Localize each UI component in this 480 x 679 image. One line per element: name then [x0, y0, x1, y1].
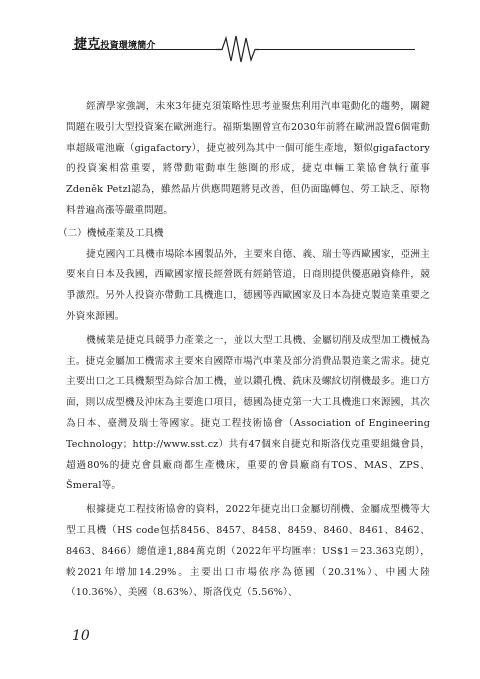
paragraph-machine-tool-market: 捷克國內工具機市場除本國製品外，主要來自德、義、瑞士等西歐國家，亞洲主要來自日本及我國，西歐國家擅長經營既有經銷管道，日商則提供優惠融資條件，競爭激烈。另外人投資亦帶動工具機進口，德國等西歐國家及日本為捷克製造業重要之外資來源國。: [66, 248, 430, 322]
body-text: [58, 97, 430, 604]
header-rule-waveform: [0, 0, 480, 70]
header-title-sub: 投資環境簡介: [100, 41, 156, 51]
page-number: 10: [72, 628, 90, 644]
paragraph-ev-trend: 經濟學家強調，未來3年捷克須策略性思考並聚焦利用汽車電動化的趨勢，關鍵問題在吸引大型投資案在歐洲進行。福斯集團曾宣布2030年前將在歐洲設置6個電動車超級電池廠（gigafactory），捷克被列為其中一個可能生產地，類似gigafactory的投資案相當重要，將帶動電動車生態圈的形成，捷克車輛工業協會執行董事Zdeněk Petzl認為，雖然晶片供應問題將見改善，但仍面臨轉包、勞工缺乏、原物料普遍高漲等嚴重問題。: [66, 101, 430, 216]
header-title-main: 捷克: [74, 37, 101, 52]
section-heading: （二）機械產業及工具機: [58, 227, 164, 239]
header-title: [74, 33, 156, 52]
paragraph-machinery-industry: 機械業是捷克具競爭力產業之一，並以大型工具機、金屬切削及成型加工機械為主。捷克金屬加工機需求主要來自國際市場汽車業及部分消費品製造業之需求。捷克主要出口之工具機類型為綜合加工機，並以鑽孔機、銑床及螺紋切削機最多。進口方面，則以成型機及沖床為主要進口項目，德國為捷克第一大工具機進口來源國，其次為日本、臺灣及瑞士等國家。捷克工程技術協會（Association of Engineering Technology；http://www.sst.cz）共有47個來自捷克和斯洛伐克重要組織會員，超過80%的捷克會員廠商都生產機床，重要的會員廠商有TOS、MAS、ZPS、Šmeral等。: [66, 334, 430, 492]
paragraph-export-statistics: 根據捷克工程技術協會的資料，2022年捷克出口金屬切削機、金屬成型機等大型工具機（HS code包括8456、8457、8458、8459、8460、8461、8462、8463、8466）總值達1,884萬克朗（2022年平均匯率：US$1＝23.363克朗），較2021年增加14.29%。主要出口市場依序為德國（20.31%）、中國大陸（10.36%）、美國（8.63%）、斯洛伐克（5.56%）、: [66, 504, 430, 599]
running-header: [0, 0, 480, 70]
